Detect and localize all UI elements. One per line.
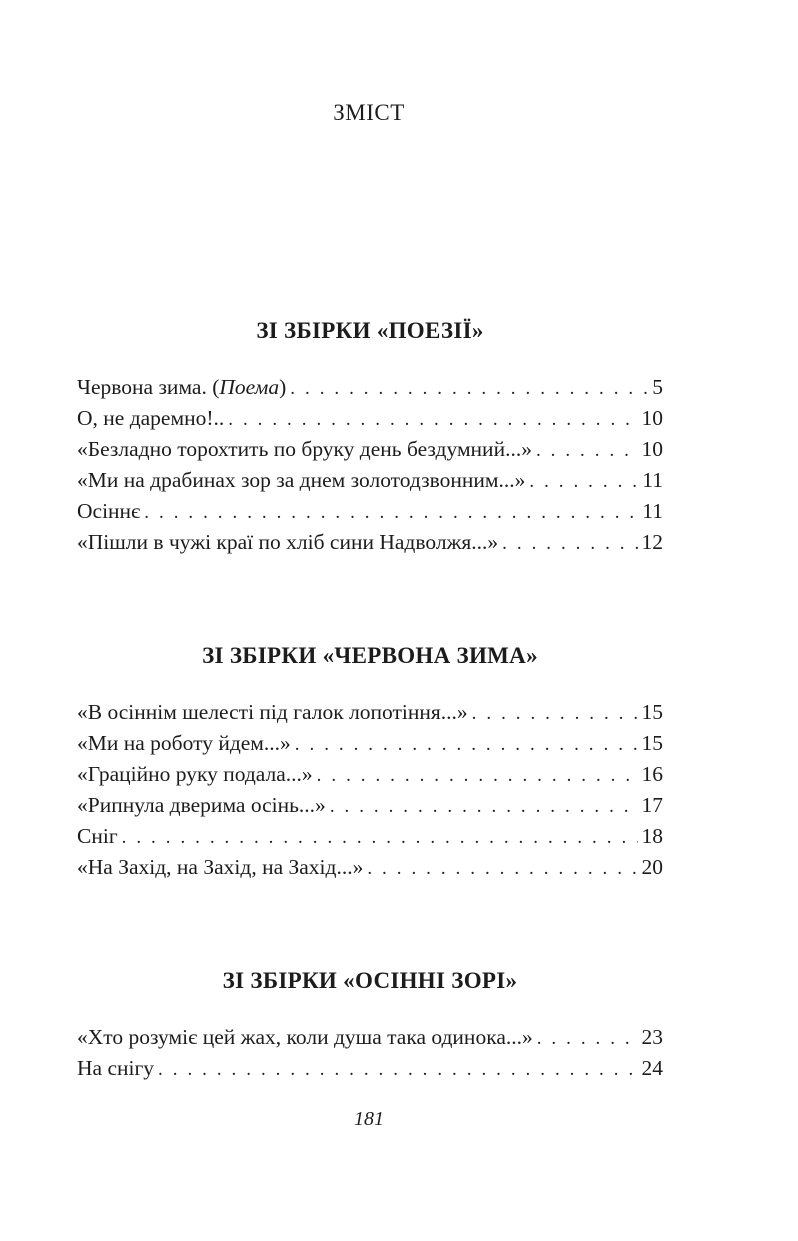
- entry-title: Червона зима. (Поема): [77, 375, 287, 399]
- dot-leader: [472, 703, 638, 725]
- entry-page-number: 17: [641, 793, 663, 817]
- entry-page-number: 5: [652, 375, 663, 399]
- entry-title: «В осіннім шелесті під галок лопотіння...»: [77, 700, 468, 724]
- page-title: ЗМІСТ: [333, 100, 405, 125]
- toc-section-chervona-zyma: [77, 643, 663, 886]
- toc-entry[interactable]: [77, 530, 663, 561]
- toc-entry[interactable]: [77, 762, 663, 793]
- dot-leader: [367, 858, 637, 880]
- toc-entry[interactable]: [77, 437, 663, 468]
- entry-title: «Хто розуміє цей жах, коли душа така одинока...»: [77, 1025, 533, 1049]
- page-number: 181: [354, 1108, 384, 1130]
- toc-entry[interactable]: [77, 700, 663, 731]
- toc-entry[interactable]: [77, 1056, 663, 1087]
- entry-page-number: 15: [641, 731, 663, 755]
- entry-title: О, не даремно!..: [77, 406, 225, 430]
- toc-list: [77, 375, 663, 561]
- dot-leader: [502, 533, 637, 555]
- entry-title: Осіннє: [77, 499, 141, 523]
- entry-title: Сніг: [77, 824, 118, 848]
- entry-page-number: 23: [641, 1025, 663, 1049]
- toc-section-poezii: [77, 318, 663, 561]
- section-heading: ЗІ ЗБІРКИ «ПОЕЗІЇ»: [256, 318, 484, 343]
- entry-title: На снігу: [77, 1056, 155, 1080]
- entry-page-number: 20: [641, 855, 663, 879]
- toc-entry[interactable]: [77, 375, 663, 406]
- entry-page-number: 24: [641, 1056, 663, 1080]
- toc-entry[interactable]: [77, 793, 663, 824]
- dot-leader: [317, 765, 638, 787]
- entry-title: «Безладно торохтить по бруку день бездумний...»: [77, 437, 532, 461]
- toc-entry[interactable]: [77, 731, 663, 762]
- dot-leader: [529, 471, 638, 493]
- entry-page-number: 15: [641, 700, 663, 724]
- section-heading: ЗІ ЗБІРКИ «ОСІННІ ЗОРІ»: [222, 968, 518, 993]
- section-heading: ЗІ ЗБІРКИ «ЧЕРВОНА ЗИМА»: [202, 643, 538, 668]
- entry-title: «Граційно руку подала...»: [77, 762, 313, 786]
- toc-entry[interactable]: [77, 1025, 663, 1056]
- toc-section-osinni-zori: [77, 968, 663, 1087]
- entry-title-italic: Поема: [219, 375, 280, 399]
- toc-entry[interactable]: [77, 824, 663, 855]
- toc-entry[interactable]: [77, 499, 663, 530]
- toc-list: [77, 700, 663, 886]
- entry-page-number: 11: [642, 468, 663, 492]
- entry-title: «Ми на драбинах зор за днем золотодзвонним...»: [77, 468, 526, 492]
- dot-leader: [228, 409, 637, 431]
- dot-leader: [330, 796, 638, 818]
- dot-leader: [144, 502, 638, 524]
- entry-page-number: 18: [641, 824, 663, 848]
- entry-title: «На Захід, на Захід, на Захід...»: [77, 855, 364, 879]
- toc-entry[interactable]: [77, 406, 663, 437]
- toc-list: [77, 1025, 663, 1087]
- entry-title: «Рипнула дверима осінь...»: [77, 793, 326, 817]
- entry-page-number: 10: [641, 437, 663, 461]
- entry-page-number: 16: [641, 762, 663, 786]
- entry-page-number: 11: [642, 499, 663, 523]
- dot-leader: [290, 378, 648, 400]
- dot-leader: [122, 827, 638, 849]
- toc-entry[interactable]: [77, 468, 663, 499]
- entry-title: «Ми на роботу йдем...»: [77, 731, 291, 755]
- toc-entry[interactable]: [77, 855, 663, 886]
- entry-title: «Пішли в чужі краї по хліб сини Надволжя...»: [77, 530, 499, 554]
- dot-leader: [295, 734, 638, 756]
- dot-leader: [537, 1028, 638, 1050]
- entry-page-number: 12: [641, 530, 663, 554]
- dot-leader: [536, 440, 638, 462]
- entry-page-number: 10: [641, 406, 663, 430]
- dot-leader: [158, 1059, 637, 1081]
